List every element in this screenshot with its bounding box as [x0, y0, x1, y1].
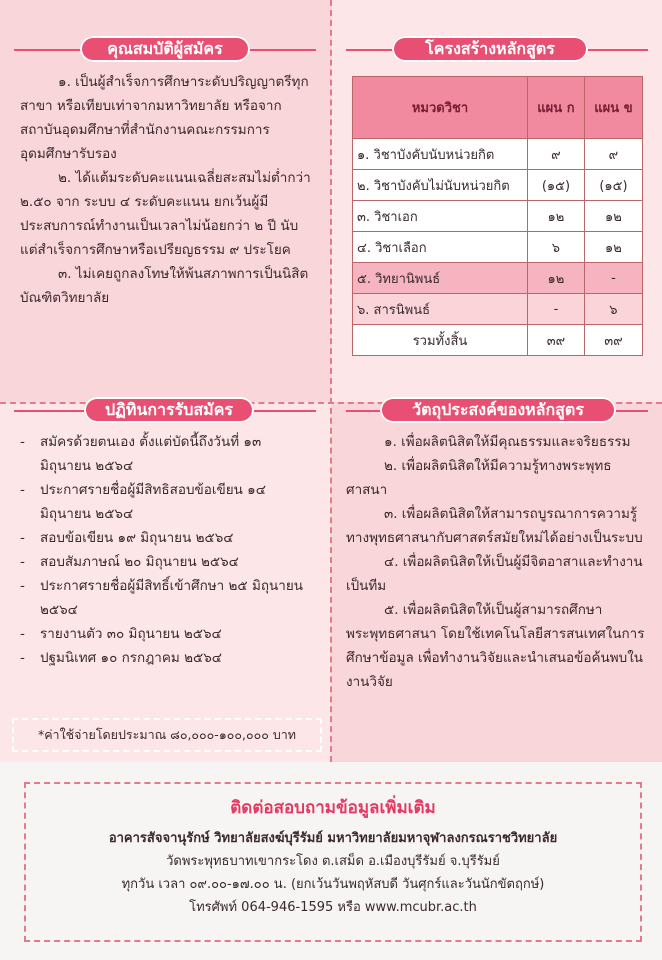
table-row [353, 294, 643, 325]
contact-address: วัดพระพุทธบาทเขากระโดง ต.เสม็ด อ.เมืองบุรีรัมย์ จ.บุรีรัมย์ [166, 854, 500, 869]
row-name: ๑. วิชาบังคับนับหน่วยกิต [353, 139, 528, 170]
row-plan-b: ๑๒ [584, 232, 642, 263]
contact-hours: ทุกวัน เวลา ๐๙.๐๐-๑๗.๐๐ น. (ยกเว้นวันพฤหัสบดี วันศุกร์และวันนักขัตฤกษ์) [121, 877, 545, 892]
qualification-item: ๓. ไม่เคยถูกลงโทษให้พ้นสภาพการเป็นนิสิตบัณฑิตวิทยาลัย [20, 266, 309, 306]
list-item: - สอบสัมภาษณ์ ๒๐ มิถุนายน ๒๕๖๔ [16, 550, 314, 574]
table-header: หมวดวิชา [353, 77, 528, 139]
table-row [353, 170, 643, 201]
row-name: ๒. วิชาบังคับไม่นับหน่วยกิต [353, 170, 528, 201]
qualifications-list [20, 70, 314, 310]
list-item: - ประกาศรายชื่อผู้มีสิทธิสอบข้อเขียน ๑๔ มิถุนายน ๒๕๖๔ [16, 478, 314, 526]
course-structure-table [352, 76, 643, 356]
list-item: - รายงานตัว ๓๐ มิถุนายน ๒๕๖๔ [16, 622, 314, 646]
row-plan-b: ๙ [584, 139, 642, 170]
list-item: - ปฐมนิเทศ ๑๐ กรกฎาคม ๒๕๖๔ [16, 646, 314, 670]
list-item: - สอบข้อเขียน ๑๙ มิถุนายน ๒๕๖๔ [16, 526, 314, 550]
row-plan-b: (๑๕) [584, 170, 642, 201]
row-plan-a: - [528, 294, 585, 325]
calendar-list [16, 430, 314, 670]
vertical-divider [330, 0, 332, 762]
row-name: ๓. วิชาเอก [353, 201, 528, 232]
table-row [353, 201, 643, 232]
row-plan-a: ๙ [528, 139, 585, 170]
objective-item: ๔. เพื่อผลิตนิสิตให้เป็นผู้มีจิตอาสาและทำงานเป็นทีม [346, 554, 643, 594]
table-row [353, 263, 643, 294]
qualification-item: ๑. เป็นผู้สำเร็จการศึกษาระดับปริญญาตรีทุกสาขา หรือเทียบเท่าจากมหาวิทยาลัย หรือจากสถาบันอุดมศึกษาที่สำนักงานคณะกรรมการอุดมศึกษารับรอง [20, 74, 309, 162]
table-total-row [353, 325, 643, 356]
list-item: - ประกาศรายชื่อผู้มีสิทธิ์เข้าศึกษา ๒๕ มิถุนายน ๒๕๖๔ [16, 574, 314, 622]
objective-item: ๒. เพื่อผลิตนิสิตให้มีความรู้ทางพระพุทธศาสนา [346, 458, 612, 498]
contact-building: อาคารสัจจานุรักษ์ วิทยาลัยสงฆ์บุรีรัมย์ มหาวิทยาลัยมหาจุฬาลงกรณราชวิทยาลัย [108, 831, 558, 846]
objective-item: ๓. เพื่อผลิตนิสิตให้สามารถบูรณาการความรู้ทางพุทธศาสนากับศาสตร์สมัยใหม่ได้อย่างเป็นระบบ [346, 506, 643, 546]
table-row [353, 139, 643, 170]
row-plan-a: ๑๒ [528, 201, 585, 232]
row-plan-a: ๑๒ [528, 263, 585, 294]
contact-box [24, 782, 642, 942]
table-header: แผน ก [528, 77, 585, 139]
row-plan-b: ๖ [584, 294, 642, 325]
contact-phone: โทรศัพท์ 064-946-1595 หรือ www.mcubr.ac.th [189, 900, 477, 915]
qualification-item: ๒. ได้แต้มระดับคะแนนเฉลี่ยสะสมไม่ต่ำกว่า ๒.๕๐ จาก ระบบ ๔ ระดับคะแนน ยกเว้นผู้มีประสบการณ์ทำงานเป็นเวลาไม่น้อยกว่า ๒ ปี นับแต่สำเร็จการศึกษาหรือเปรียญธรรม ๙ ประโยค [20, 170, 311, 258]
structure-title: โครงสร้างหลักสูตร [392, 36, 588, 62]
objective-item: ๑. เพื่อผลิตนิสิตให้มีคุณธรรมและจริยธรรม [384, 434, 631, 450]
calendar-title: ปฏิทินการรับสมัคร [84, 397, 254, 423]
row-name: ๕. วิทยานิพนธ์ [353, 263, 528, 294]
table-row [353, 232, 643, 263]
table-header: แผน ข [584, 77, 642, 139]
row-plan-a: ๓๙ [528, 325, 585, 356]
row-plan-b: ๑๒ [584, 201, 642, 232]
row-plan-a: ๖ [528, 232, 585, 263]
objective-item: ๕. เพื่อผลิตนิสิตให้เป็นผู้สามารถศึกษาพระพุทธศาสนา โดยใช้เทคโนโลยีสารสนเทศในการศึกษาข้อมูล เพื่อทำงานวิจัยและนำเสนอข้อค้นพบในงานวิจัย [346, 602, 645, 690]
row-plan-a: (๑๕) [528, 170, 585, 201]
row-name: ๔. วิชาเลือก [353, 232, 528, 263]
row-name: รวมทั้งสิ้น [353, 325, 528, 356]
list-item: - สมัครด้วยตนเอง ตั้งแต่บัดนี้ถึงวันที่ ๑๓ มิถุนายน ๒๕๖๔ [16, 430, 314, 478]
objectives-list [346, 430, 646, 694]
contact-title: ติดต่อสอบถามข้อมูลเพิ่มเติม [230, 798, 436, 818]
row-name: ๖. สารนิพนธ์ [353, 294, 528, 325]
cost-note: *ค่าใช้จ่ายโดยประมาณ ๘๐,๐๐๐-๑๐๐,๐๐๐ บาท [12, 718, 322, 752]
row-plan-b: ๓๙ [584, 325, 642, 356]
qualifications-title: คุณสมบัติผู้สมัคร [80, 36, 250, 62]
row-plan-b: - [584, 263, 642, 294]
objectives-title: วัตถุประสงค์ของหลักสูตร [380, 397, 616, 423]
